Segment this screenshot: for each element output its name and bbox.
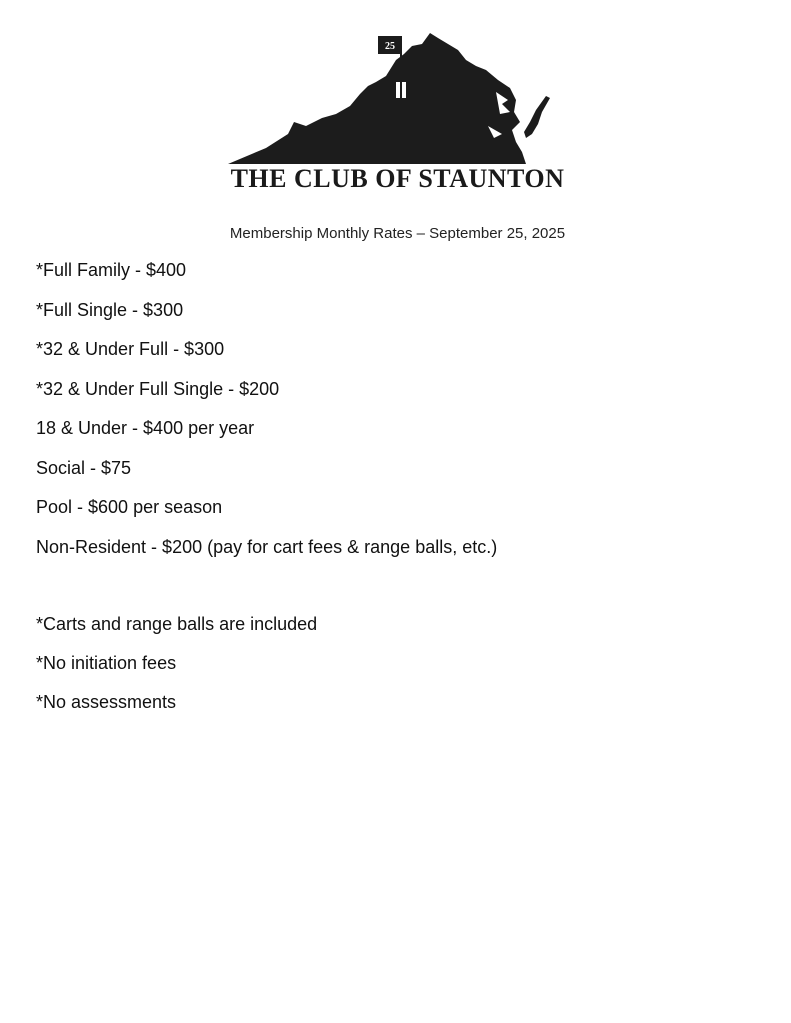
virginia-silhouette-icon [228, 33, 526, 164]
note-item: *No initiation fees [36, 653, 177, 673]
rate-item: Pool - $600 per season [36, 497, 223, 517]
membership-notes-list [36, 613, 317, 730]
rate-item: *Full Single - $300 [36, 299, 184, 320]
rate-item: Non-Resident - $200 (pay for cart fees & range balls, etc.) [36, 536, 498, 557]
note-item: *Carts and range balls are included [36, 614, 318, 634]
eastern-shore-icon [524, 96, 550, 138]
note-item: *No assessments [36, 692, 177, 712]
rate-item: Social - $75 [36, 457, 132, 478]
flag-number: 25 [385, 41, 395, 52]
rates-subtitle: Membership Monthly Rates – September 25, 2025 [229, 225, 566, 242]
virginia-golf-flag-logo [226, 30, 556, 170]
membership-rates-list [36, 259, 497, 575]
rate-item: *32 & Under Full - $300 [36, 339, 225, 359]
rate-item: *Full Family - $400 [36, 260, 187, 280]
rate-item: 18 & Under - $400 per year [36, 418, 255, 438]
club-name-title: THE CLUB OF STAUNTON [230, 164, 565, 193]
rate-item: *32 & Under Full Single - $200 [36, 378, 280, 399]
